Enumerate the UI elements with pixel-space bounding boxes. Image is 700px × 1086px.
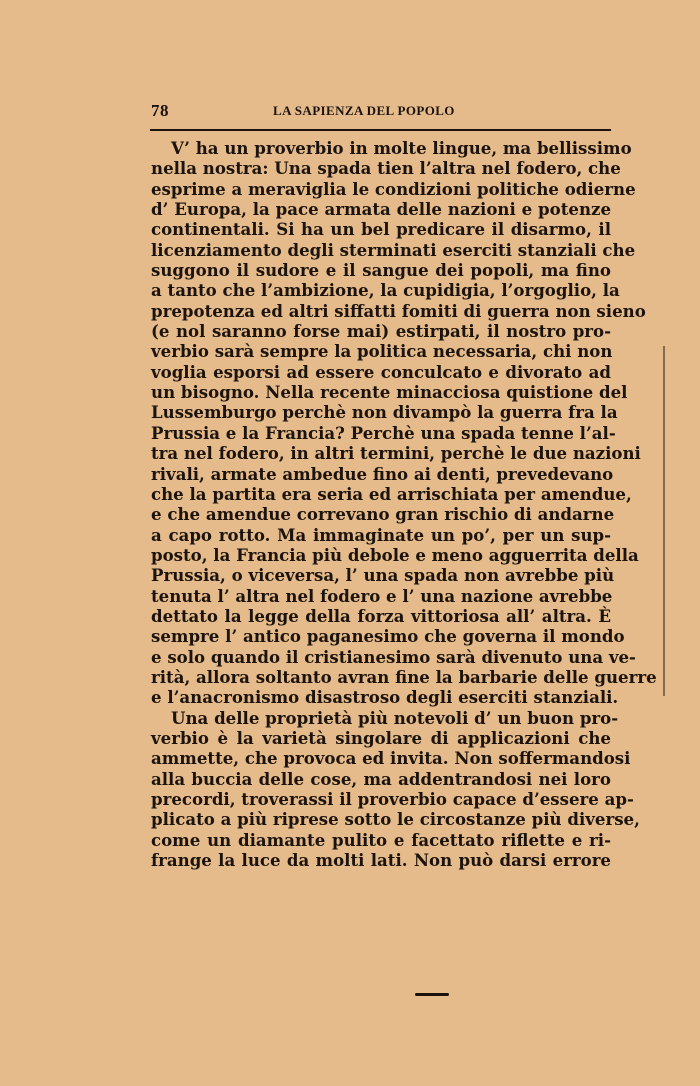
text-line: (e nol saranno forse mai) estirpati, il nostro pro- bbox=[151, 321, 611, 342]
text-line: dettato la legge della forza vittoriosa all’ altra. È bbox=[151, 605, 611, 626]
text-line: Lussemburgo perchè non divampò la guerra fra la bbox=[151, 402, 618, 423]
header-rule bbox=[150, 129, 611, 131]
text-line: un bisogno. Nella recente minacciosa quistione del bbox=[151, 382, 628, 403]
text-line: nella nostra: Una spada tien l’altra nel fodero, che bbox=[151, 158, 621, 179]
text-line: esprime a meraviglia le condizioni politiche odierne bbox=[151, 178, 636, 199]
text-line: Prussia e la Francia? Perchè una spada tenne l’al- bbox=[151, 422, 616, 443]
body-text bbox=[151, 138, 657, 871]
text-line: rità, allora soltanto avran fine la barbarie delle guerre bbox=[151, 666, 657, 687]
text-line: d’ Europa, la pace armata delle nazioni e potenze bbox=[151, 199, 611, 220]
text-line: che la partita era seria ed arrischiata per amendue, bbox=[151, 483, 632, 504]
text-line: alla buccia delle cose, ma addentrandosi nei loro bbox=[151, 768, 611, 789]
text-line: rivali, armate ambedue fino ai denti, prevedevano bbox=[151, 463, 614, 484]
margin-mark bbox=[663, 346, 665, 696]
text-line: Prussia, o viceversa, l’ una spada non avrebbe più bbox=[151, 565, 615, 586]
text-line: posto, la Francia più debole e meno agguerrita della bbox=[151, 544, 639, 565]
text-line: tra nel fodero, in altri termini, perchè le due nazioni bbox=[151, 443, 641, 464]
text-line: continentali. Si ha un bel predicare il disarmo, il bbox=[151, 219, 611, 240]
text-line: e che amendue correvano gran rischio di andarne bbox=[151, 504, 615, 525]
text-line: verbio sarà sempre la politica necessaria, chi non bbox=[151, 341, 613, 362]
footer-ornament bbox=[415, 993, 449, 996]
text-line: Una delle proprietà più notevoli d’ un buon pro- bbox=[171, 707, 619, 728]
text-line: a tanto che l’ambizione, la cupidigia, l’orgoglio, la bbox=[151, 280, 620, 301]
running-title: LA SAPIENZA DEL POPOLO bbox=[273, 103, 455, 118]
text-line: e l’anacronismo disastroso degli eserciti stanziali. bbox=[151, 687, 619, 708]
text-line: verbio è la varietà singolare di applicazioni che bbox=[151, 727, 611, 748]
text-line: a capo rotto. Ma immaginate un po’, per un sup- bbox=[151, 524, 611, 545]
page-number: 78 bbox=[151, 101, 169, 120]
text-line: come un diamante pulito e facettato riflette e ri- bbox=[151, 829, 611, 850]
text-line: prepotenza ed altri siffatti fomiti di guerra non sieno bbox=[151, 300, 646, 321]
text-line: V’ ha un proverbio in molte lingue, ma bellissimo bbox=[171, 138, 632, 158]
text-line: tenuta l’ altra nel fodero e l’ una nazione avrebbe bbox=[151, 585, 613, 606]
text-line: ammette, che provoca ed invita. Non soffermandosi bbox=[151, 748, 631, 769]
page-header bbox=[151, 101, 611, 121]
text-line: frange la luce da molti lati. Non può darsi errore bbox=[151, 850, 611, 871]
text-line: suggono il sudore e il sangue dei popoli, ma fino bbox=[151, 260, 611, 281]
text-line: licenziamento degli sterminati eserciti stanziali che bbox=[151, 239, 636, 260]
text-line: precordi, troverassi il proverbio capace d’essere ap- bbox=[151, 789, 634, 809]
text-line: voglia esporsi ad essere conculcato e divorato ad bbox=[151, 361, 611, 382]
text-line: plicato a più riprese sotto le circostanze più diverse, bbox=[151, 809, 640, 830]
text-line: e solo quando il cristianesimo sarà divenuto una ve- bbox=[151, 646, 636, 667]
text-line: sempre l’ antico paganesimo che governa il mondo bbox=[151, 626, 625, 647]
